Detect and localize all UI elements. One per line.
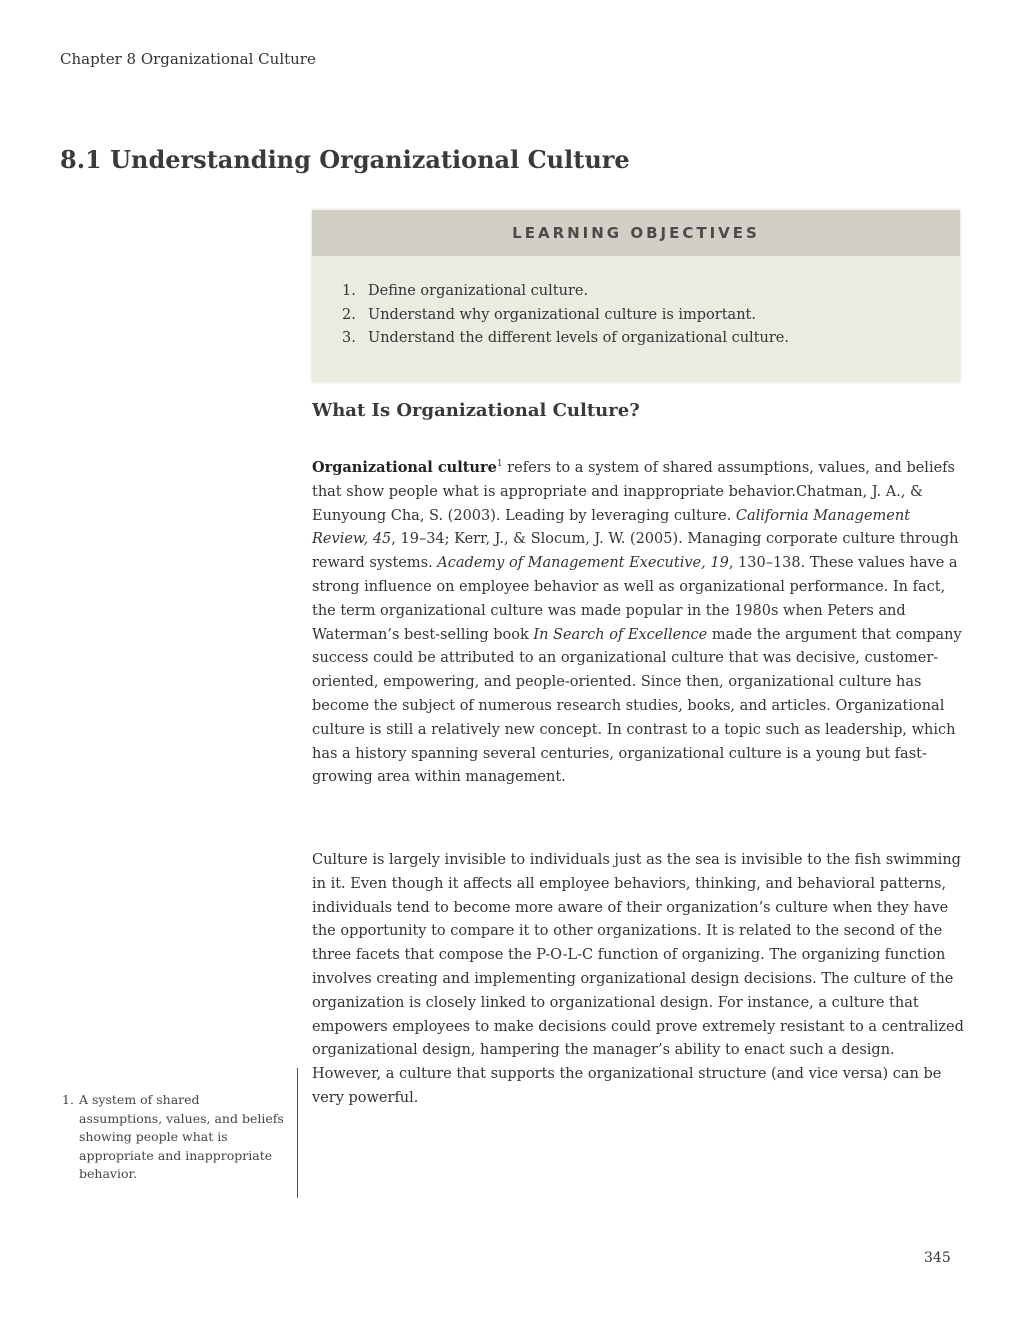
citation-italic: California Management Review, 45 (312, 507, 911, 548)
marginal-note-number: 1. (62, 1092, 74, 1107)
list-item-number: 1. (342, 283, 356, 299)
learning-objectives-box (312, 210, 960, 382)
paragraph-text: , 19–34; Kerr, J., & Slocum, J. W. (2005). Managing corporate culture through reward systems. (312, 531, 959, 572)
marginal-definition (62, 1091, 284, 1184)
list-item (312, 304, 960, 328)
learning-objectives-list (312, 280, 960, 351)
footnote-reference[interactable]: 1 (496, 459, 503, 470)
list-item (312, 280, 960, 304)
paragraph-text: , 130–138. These values have a strong influence on employee behavior as well as organizational performance. In fact, the term organizational culture was made popular in the 1980s when Peters and Waterman’s best-selling book (312, 555, 958, 643)
list-item-text: Understand the different levels of organizational culture. (368, 330, 789, 346)
list-item-number: 3. (342, 330, 356, 346)
running-head: Chapter 8 Organizational Culture (60, 50, 316, 68)
list-item (312, 327, 960, 351)
margin-divider (297, 1068, 298, 1198)
section-title: 8.1 Understanding Organizational Culture (60, 145, 630, 174)
key-term: Organizational culture (312, 459, 497, 476)
citation-italic: Academy of Management Executive, 19 (437, 555, 729, 572)
paragraph-text: made the argument that company success could be attributed to an organizational culture that was decisive, customer-oriented, empowering, and people-oriented. Since then, organizational culture has become the subject of numerous research studies, books, and articles. Organizational culture is still a relatively new concept. In contrast to a topic such as leadership, which has a history spanning several centuries, organizational culture is a young but fast-growing area within management. (312, 626, 962, 786)
paragraph-text: refers to a system of shared assumptions, values, and beliefs that show people what is appropriate and inappropriate behavior.Chatman, J. A., & Eunyoung Cha, S. (2003). Leading by leveraging culture. (312, 460, 955, 524)
subheading: What Is Organizational Culture? (312, 400, 640, 421)
list-item-number: 2. (342, 306, 356, 323)
body-paragraph-1 (312, 456, 964, 790)
list-item-text: Define organizational culture. (368, 283, 589, 299)
body-paragraph-2: Culture is largely invisible to individuals just as the sea is invisible to the fish swimming in it. Even though it affects all employee behaviors, thinking, and behavioral patterns, individuals tend to become more aware of their organization’s culture when they have the opportunity to compare it to other organizations. It is related to the second of the three facets that compose the P-O-L-C function of organizing. The organizing function involves creating and implementing organizational design decisions. The culture of the organization is closely linked to organizational design. For instance, a culture that empowers employees to make decisions could prove extremely resistant to a centralized organizational design, hampering the manager’s ability to enact such a design. However, a culture that supports the organizational structure (and vice versa) can be very powerful. (312, 852, 964, 1106)
page-number: 345 (924, 1250, 951, 1266)
book-title-italic: In Search of Excellence (533, 626, 708, 643)
list-item-text: Understand why organizational culture is important. (368, 306, 756, 323)
marginal-note-text: A system of shared assumptions, values, and beliefs showing people what is appropriate and inappropriate behavior. (79, 1092, 284, 1181)
learning-objectives-header: LEARNING OBJECTIVES (312, 210, 960, 256)
